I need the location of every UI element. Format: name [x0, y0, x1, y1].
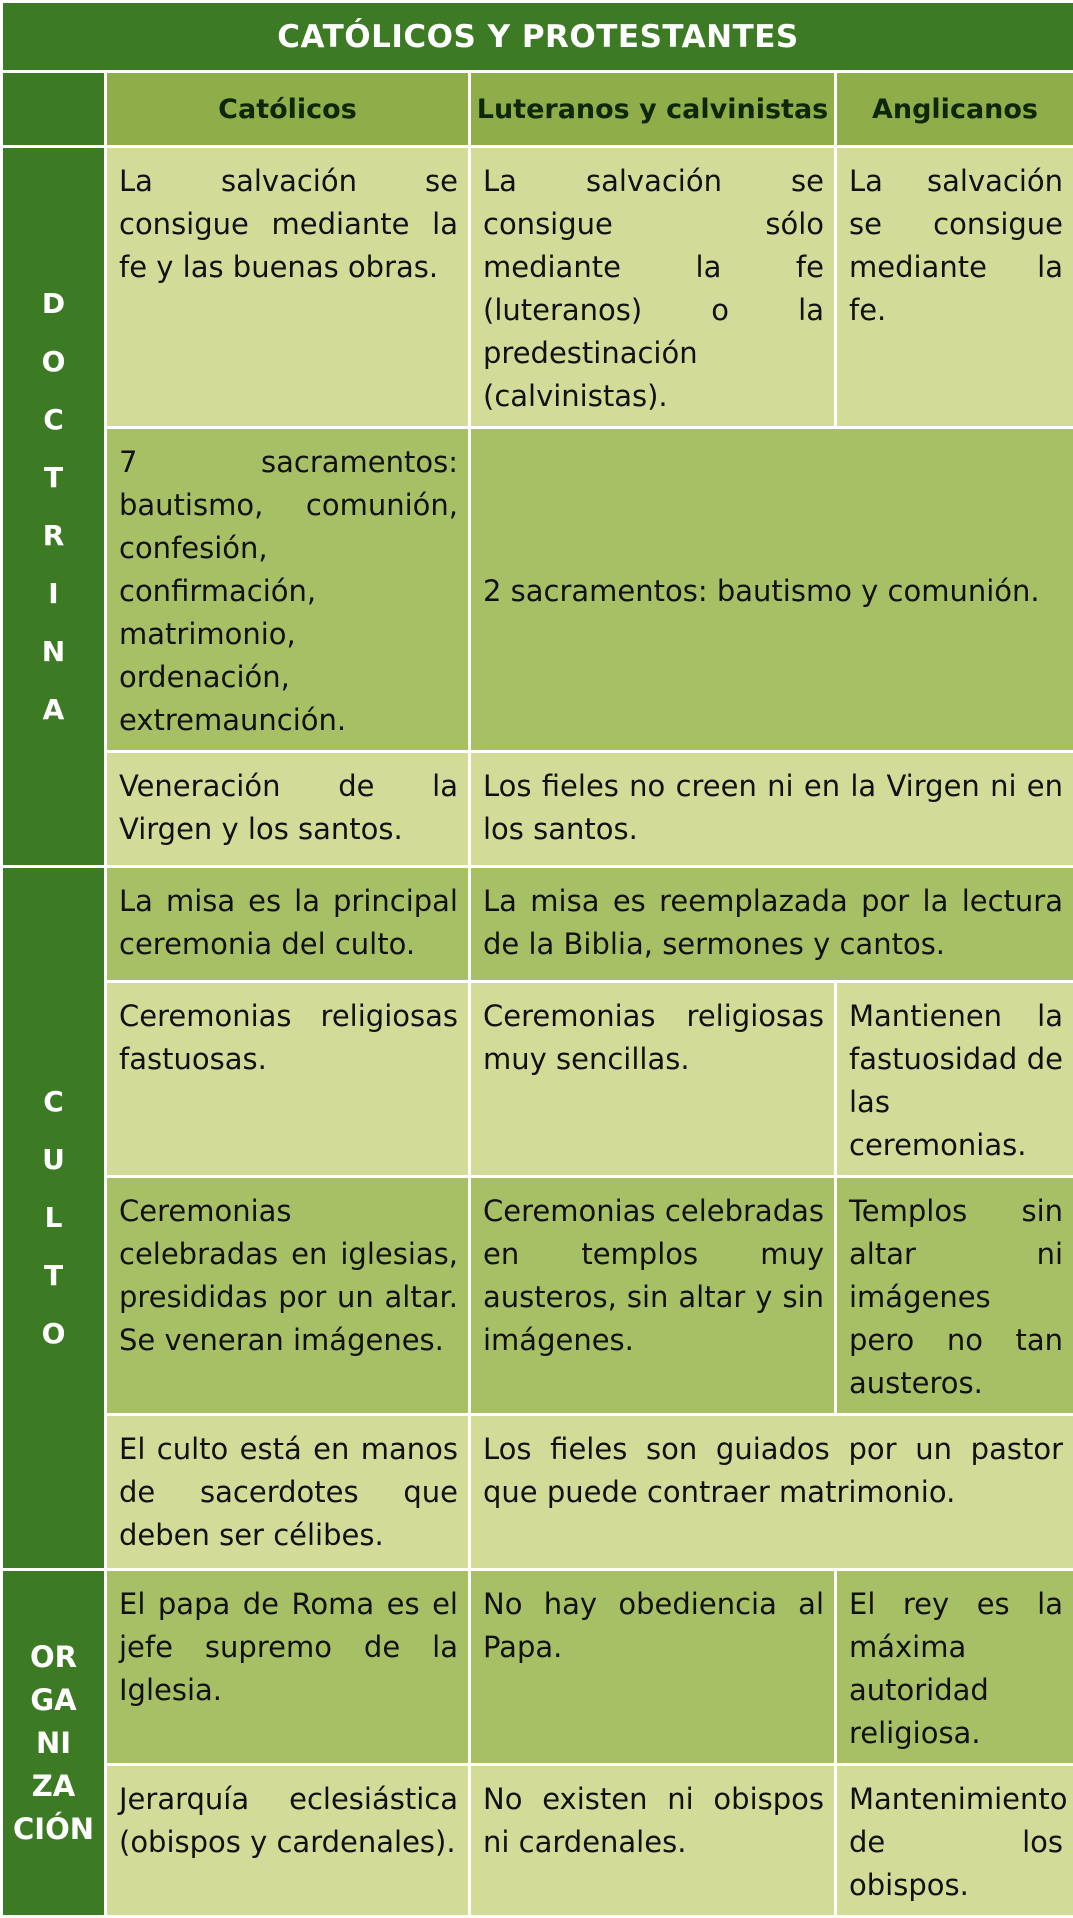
table-title: CATÓLICOS Y PROTESTANTES [2, 2, 1073, 72]
cell-jerarquia-anglicanos: Mantenimiento de los obispos. [836, 1765, 1073, 1917]
cell-templos-luteranos: Ceremonias celebradas en templos muy austeros, sin altar y sin imágenes. [470, 1177, 836, 1415]
cell-sacerdotes-protestantes: Los fieles son guiados por un pastor que puede contraer matrimonio. [470, 1415, 1073, 1570]
cell-autoridad-anglicanos: El rey es la máxima autoridad religiosa. [836, 1570, 1073, 1765]
section-culto [2, 867, 106, 1570]
row-ceremonias [2, 982, 1073, 1177]
row-autoridad [2, 1570, 1073, 1765]
cell-virgen-catolicos: Veneración de la Virgen y los santos. [106, 752, 470, 867]
row-sacramentos [2, 428, 1073, 752]
row-misa [2, 867, 1073, 982]
cell-autoridad-catolicos: El papa de Roma es el jefe supremo de la Iglesia. [106, 1570, 470, 1765]
header-luteranos-calvinistas: Luteranos y calvinistas [470, 72, 836, 147]
cell-sacramentos-catolicos: 7 sacramentos: bautismo, comunión, confesión, confirmación, matrimonio, ordenación, extremaunción. [106, 428, 470, 752]
cell-ceremonias-anglicanos: Mantienen la fastuosidad de las ceremonias. [836, 982, 1073, 1177]
row-templos [2, 1177, 1073, 1415]
header-anglicanos: Anglicanos [836, 72, 1073, 147]
cell-jerarquia-catolicos: Jerarquía eclesiástica (obispos y cardenales). [106, 1765, 470, 1917]
column-header-row [2, 72, 1073, 147]
section-doctrina [2, 147, 106, 867]
cell-salvacion-catolicos: La salvación se consigue mediante la fe y las buenas obras. [106, 147, 470, 428]
cell-ceremonias-catolicos: Ceremonias religiosas fastuosas. [106, 982, 470, 1177]
section-culto-label: C U L T O [42, 1073, 66, 1363]
cell-templos-catolicos: Ceremonias celebradas en iglesias, presididas por un altar. Se veneran imágenes. [106, 1177, 470, 1415]
title-row [2, 2, 1073, 72]
cell-ceremonias-luteranos: Ceremonias religiosas muy sencillas. [470, 982, 836, 1177]
cell-templos-anglicanos: Templos sin altar ni imágenes pero no tan austeros. [836, 1177, 1073, 1415]
cell-salvacion-luteranos: La salvación se consigue sólo mediante la fe (luteranos) o la predestinación (calvinistas). [470, 147, 836, 428]
section-doctrina-label: D O C T R I N A [42, 275, 66, 739]
row-sacerdotes [2, 1415, 1073, 1570]
section-organizacion [2, 1570, 106, 1917]
row-salvacion [2, 147, 1073, 428]
cell-jerarquia-luteranos: No existen ni obispos ni cardenales. [470, 1765, 836, 1917]
cell-salvacion-anglicanos: La salvación se consigue mediante la fe. [836, 147, 1073, 428]
section-organizacion-label: OR GA NI ZA CIÓN [13, 1636, 94, 1851]
row-virgen [2, 752, 1073, 867]
cell-sacerdotes-catolicos: El culto está en manos de sacerdotes que deben ser célibes. [106, 1415, 470, 1570]
cell-sacramentos-protestantes: 2 sacramentos: bautismo y comunión. [470, 428, 1073, 752]
cell-autoridad-luteranos: No hay obediencia al Papa. [470, 1570, 836, 1765]
cell-misa-protestantes: La misa es reemplazada por la lectura de la Biblia, sermones y cantos. [470, 867, 1073, 982]
row-jerarquia [2, 1765, 1073, 1917]
cell-virgen-protestantes: Los fieles no creen ni en la Virgen ni en los santos. [470, 752, 1073, 867]
cell-misa-catolicos: La misa es la principal ceremonia del culto. [106, 867, 470, 982]
corner-cell [2, 72, 106, 147]
header-catolicos: Católicos [106, 72, 470, 147]
